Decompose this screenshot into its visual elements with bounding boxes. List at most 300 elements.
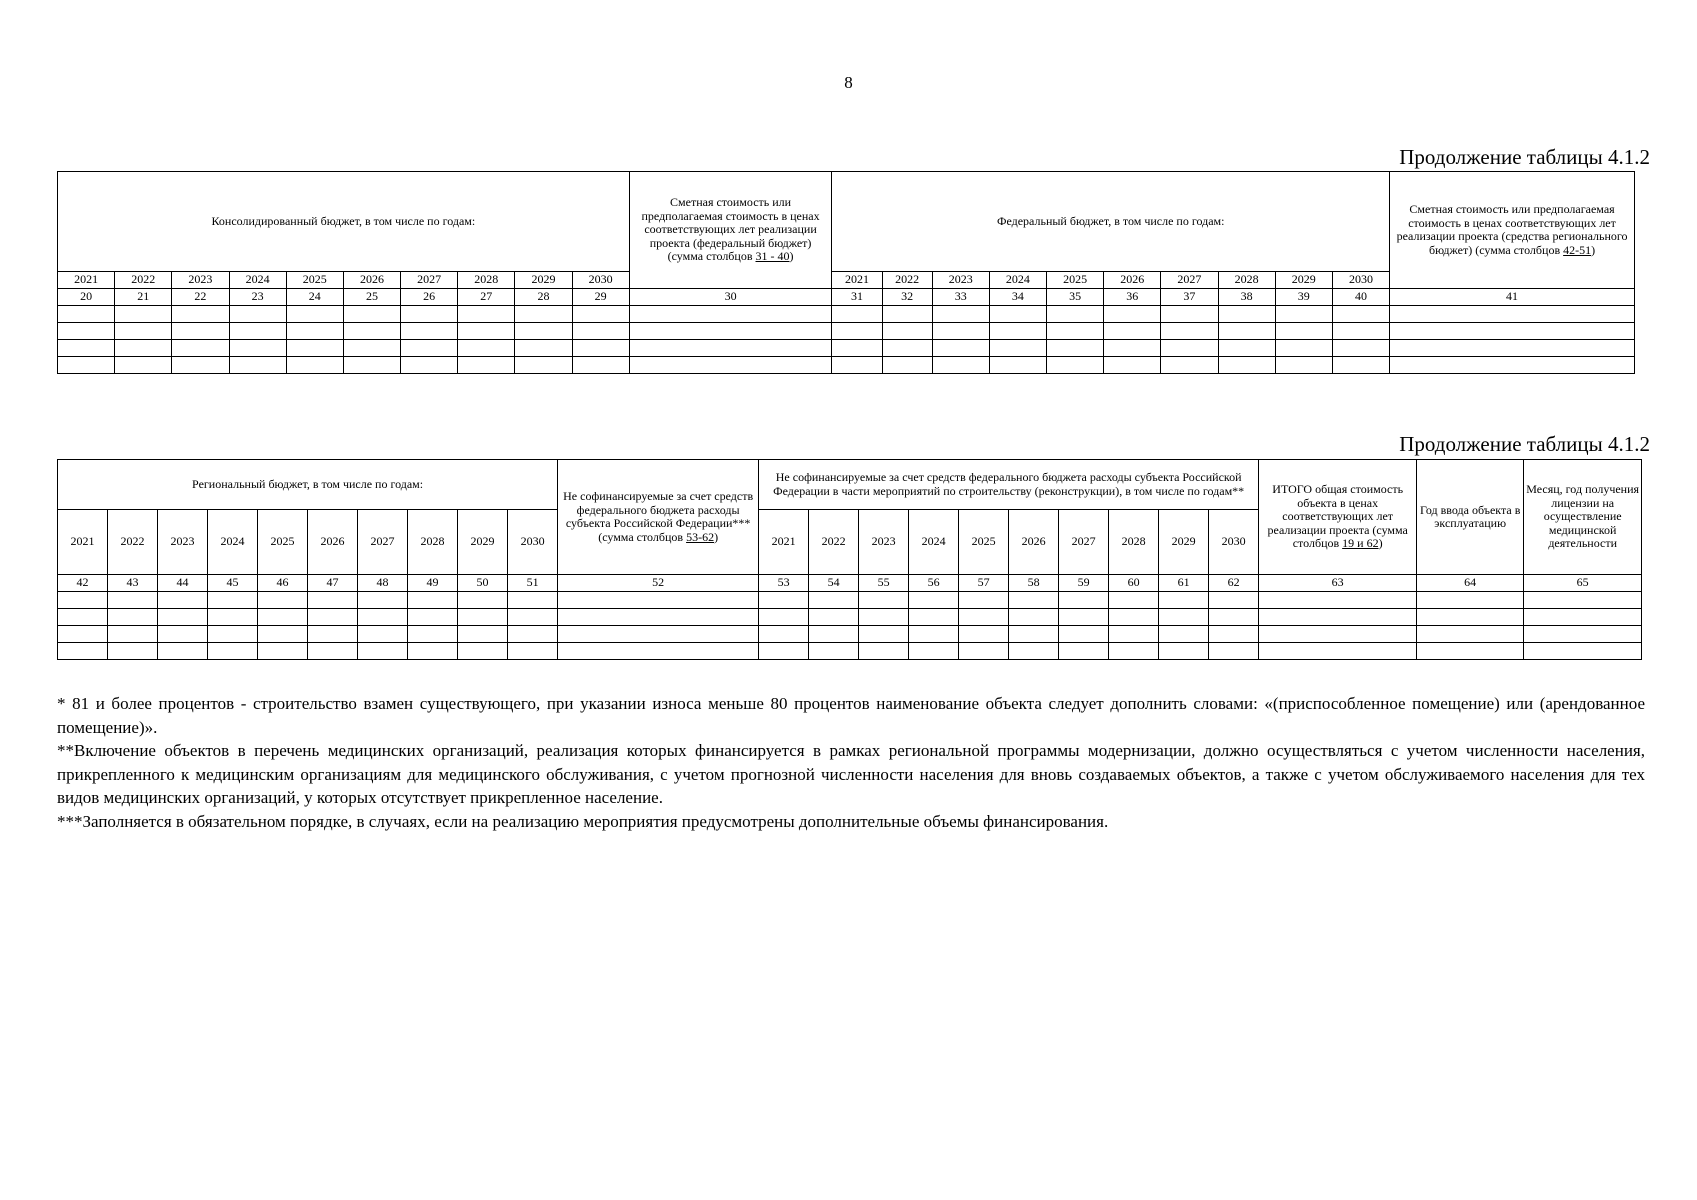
table-cell [1259,592,1417,609]
column-number: 58 [1009,575,1059,592]
year-cell: 2021 [759,510,809,575]
table-cell [1209,609,1259,626]
table-cell [286,323,343,340]
table-cell [158,609,208,626]
column-number: 27 [458,289,515,306]
table-cell [1109,643,1159,660]
table-cell [1417,609,1524,626]
column-number: 46 [258,575,308,592]
table-cell [1209,626,1259,643]
table-cell [258,643,308,660]
column-number: 43 [108,575,158,592]
year-cell: 2024 [909,510,959,575]
table-cell [1275,357,1332,374]
year-cell: 2027 [401,272,458,289]
table-cell [1524,626,1642,643]
table-cell [909,626,959,643]
table-row [58,306,1635,323]
table-cell [229,323,286,340]
table-cell [508,643,558,660]
year-cell: 2027 [1161,272,1218,289]
column-number: 45 [208,575,258,592]
table-cell [1159,609,1209,626]
table-cell [882,306,932,323]
table-cell [572,357,629,374]
table-cell [932,323,989,340]
table-cell [158,626,208,643]
year-cell: 2030 [572,272,629,289]
column-number: 50 [458,575,508,592]
table-cell [859,592,909,609]
year-cell: 2029 [1159,510,1209,575]
year-cell: 2022 [809,510,859,575]
column-number: 34 [989,289,1046,306]
year-cell: 2023 [932,272,989,289]
table-cell [1332,306,1389,323]
column-number: 64 [1417,575,1524,592]
table-row [58,643,1642,660]
table-cell [1047,323,1104,340]
table-cell [408,626,458,643]
year-cell: 2029 [515,272,572,289]
table-cell [308,592,358,609]
table-cell [508,592,558,609]
table-cell [358,626,408,643]
page-number: 8 [844,73,853,92]
table-cell [58,357,115,374]
table-cell [408,643,458,660]
column-number: 28 [515,289,572,306]
table-cell [158,592,208,609]
table-cell [58,340,115,357]
table-cell [1009,592,1059,609]
table-cell [859,626,909,643]
year-cell: 2030 [1332,272,1389,289]
table-cell [258,626,308,643]
table-cell [1218,306,1275,323]
column-number: 49 [408,575,458,592]
table-cell [1161,357,1218,374]
table-cell [358,592,408,609]
table-cell [1218,323,1275,340]
table-cell [458,626,508,643]
table-cell [809,609,859,626]
year-cell: 2029 [458,510,508,575]
table-cell [1275,323,1332,340]
smeta-federal-header: Сметная стоимость или предполагаемая стоимость в ценах соответствующих лет реализации проекта (федеральный бюджет) (сумма столбцов 31 - 40) [629,172,832,289]
column-number: 63 [1259,575,1417,592]
table-cell [58,306,115,323]
table-row [58,626,1642,643]
table-cell [115,357,172,374]
column-number: 20 [58,289,115,306]
table-cell [172,340,229,357]
footnotes [57,692,1645,833]
table-cell [158,643,208,660]
column-number: 30 [629,289,832,306]
table-row [58,609,1642,626]
year-cell: 2028 [408,510,458,575]
table-cell [58,626,108,643]
table-cell [989,323,1046,340]
year-cell: 2030 [508,510,558,575]
table-cell [286,340,343,357]
table-cell [1417,592,1524,609]
column-number-row [58,289,1635,306]
not-cofinanced-construction-header: Не софинансируемые за счет средств федерального бюджета расходы субъекта Российской Федерации в части мероприятий по строительству (реконструкции), в том числе по годам** [759,460,1259,510]
table-cell [859,609,909,626]
table-cell [629,323,832,340]
table-cell [1332,340,1389,357]
table-cell [343,340,400,357]
year-cell: 2029 [1275,272,1332,289]
table-cell [258,592,308,609]
table-cell [558,592,759,609]
table-cell [208,609,258,626]
column-number: 41 [1390,289,1635,306]
table-cell [1047,357,1104,374]
table-cell [1209,592,1259,609]
table-cell [572,340,629,357]
table-cell [832,357,882,374]
table-cell [308,626,358,643]
year-cell: 2027 [1059,510,1109,575]
table-cell [408,609,458,626]
table-cell [909,592,959,609]
column-number: 44 [158,575,208,592]
table-cell [108,609,158,626]
table-cell [859,643,909,660]
consolidated-budget-header: Консолидированный бюджет, в том числе по годам: [58,172,630,272]
table-cell [1047,306,1104,323]
table-cell [1159,626,1209,643]
column-number: 29 [572,289,629,306]
table-cell [115,340,172,357]
year-cell: 2025 [1047,272,1104,289]
column-number: 24 [286,289,343,306]
table-cell [932,306,989,323]
footnote: ***Заполняется в обязательном порядке, в случаях, если на реализацию мероприятия предусмотрены дополнительные объемы финансирования. [57,811,1109,831]
column-number: 60 [1109,575,1159,592]
table-cell [358,609,408,626]
footnote: * 81 и более процентов - строительство взамен существующего, при указании износа меньше 80 процентов наименование объекта следует дополнить словами: «(приспособленное помещение) или (арендованное помещение)». [57,694,1645,737]
year-cell: 2022 [882,272,932,289]
column-number: 39 [1275,289,1332,306]
not-cofinanced-header: Не софинансируемые за счет средств федерального бюджета расходы субъекта Российской Федерации*** (сумма столбцов 53-62) [558,460,759,575]
footnote: **Включение объектов в перечень медицинских организаций, реализация которых финансируется в рамках региональной программы модернизации, должно осуществляться с учетом численности населения, прикрепленного к медицинским организациям для медицинского обслуживания, с учетом прогнозной численности населения для вновь создаваемых объектов, а также с учетом обслуживаемого населения для тех видов медицинских организаций, у которых отсутствует прикрепленное население. [57,741,1645,807]
budget-table-part-1 [57,171,1635,374]
table-cell [515,306,572,323]
table-cell [959,626,1009,643]
table-cell [932,340,989,357]
column-number: 32 [882,289,932,306]
table-cell [1104,340,1161,357]
table-cell [1059,643,1109,660]
column-number: 21 [115,289,172,306]
column-number-row [58,575,1642,592]
table-cell [558,643,759,660]
table-cell [989,357,1046,374]
table-cell [1524,592,1642,609]
table-cell [515,323,572,340]
year-cell: 2030 [1209,510,1259,575]
table-cell [515,340,572,357]
column-number: 36 [1104,289,1161,306]
budget-table-part-2 [57,459,1642,660]
table-cell [458,643,508,660]
column-number: 65 [1524,575,1642,592]
table-cell [809,592,859,609]
table-cell [172,357,229,374]
table-cell [408,592,458,609]
column-number: 33 [932,289,989,306]
table-cell [759,592,809,609]
table-cell [1059,592,1109,609]
column-number: 52 [558,575,759,592]
table-cell [358,643,408,660]
table-cell [989,306,1046,323]
year-cell: 2027 [358,510,408,575]
table-cell [759,609,809,626]
table-cell [115,306,172,323]
table-cell [229,357,286,374]
table-cell [572,306,629,323]
table-cell [558,609,759,626]
table-cell [401,340,458,357]
table-cell [1524,643,1642,660]
table-cell [458,323,515,340]
column-number: 51 [508,575,558,592]
column-number: 61 [1159,575,1209,592]
year-cell: 2026 [1009,510,1059,575]
table-cell [58,609,108,626]
table-cell [1161,306,1218,323]
table-cell [909,643,959,660]
table-cell [629,357,832,374]
table-cell [558,626,759,643]
year-cell: 2022 [115,272,172,289]
year-cell: 2024 [989,272,1046,289]
table-cell [1332,323,1389,340]
table-caption: Продолжение таблицы 4.1.2 [1399,145,1650,169]
commission-year-header: Год ввода объекта в эксплуатацию [1417,460,1524,575]
year-cell: 2023 [859,510,909,575]
table-cell [108,626,158,643]
column-number: 25 [343,289,400,306]
table-cell [58,643,108,660]
table-cell [572,323,629,340]
year-cell: 2025 [286,272,343,289]
table-cell [1332,357,1389,374]
year-cell: 2026 [308,510,358,575]
table-cell [959,592,1009,609]
table-row [58,592,1642,609]
table-cell [1259,643,1417,660]
table-cell [1218,340,1275,357]
regional-budget-header: Региональный бюджет, в том числе по годам: [58,460,558,510]
table-cell [208,626,258,643]
table-cell [932,357,989,374]
table-cell [1209,643,1259,660]
table-cell [458,340,515,357]
table-cell [1104,306,1161,323]
year-cell: 2025 [959,510,1009,575]
year-cell: 2021 [832,272,882,289]
table-cell [401,323,458,340]
table-cell [229,306,286,323]
table-cell [508,626,558,643]
table-cell [1417,643,1524,660]
column-number: 48 [358,575,408,592]
table-caption: Продолжение таблицы 4.1.2 [1399,432,1650,456]
table-cell [343,323,400,340]
column-number: 53 [759,575,809,592]
table-cell [1104,357,1161,374]
table-cell [959,643,1009,660]
table-cell [1059,609,1109,626]
table-cell [1161,340,1218,357]
table-cell [343,306,400,323]
table-cell [1109,626,1159,643]
table-cell [832,323,882,340]
table-cell [401,357,458,374]
table-cell [629,306,832,323]
year-cell: 2023 [158,510,208,575]
license-header: Месяц, год получения лицензии на осуществление медицинской деятельности [1524,460,1642,575]
year-cell: 2028 [458,272,515,289]
table-cell [458,357,515,374]
table-cell [1390,323,1635,340]
table-cell [882,340,932,357]
year-cell: 2021 [58,510,108,575]
table-cell [458,592,508,609]
smeta-regional-header: Сметная стоимость или предполагаемая стоимость в ценах соответствующих лет реализации проекта (средства регионального бюджет) (сумма столбцов 42-51) [1390,172,1635,289]
table-cell [1109,609,1159,626]
table-cell [1104,323,1161,340]
column-number: 31 [832,289,882,306]
table-cell [108,643,158,660]
table-cell [308,609,358,626]
table-cell [1390,357,1635,374]
table-cell [458,609,508,626]
empty-rows [58,592,1642,660]
table-cell [115,323,172,340]
year-cell: 2026 [1104,272,1161,289]
table-cell [809,626,859,643]
table-cell [172,323,229,340]
table-cell [759,626,809,643]
table-cell [1259,609,1417,626]
table-cell [1159,592,1209,609]
table-cell [882,357,932,374]
year-cell: 2026 [343,272,400,289]
table-cell [882,323,932,340]
table-cell [286,357,343,374]
table-cell [1009,643,1059,660]
column-number: 54 [809,575,859,592]
table-cell [809,643,859,660]
table-cell [108,592,158,609]
table-cell [1009,609,1059,626]
table-cell [1275,306,1332,323]
column-number: 55 [859,575,909,592]
year-cell: 2022 [108,510,158,575]
table-cell [1390,306,1635,323]
column-number: 23 [229,289,286,306]
column-number: 22 [172,289,229,306]
year-cell: 2024 [208,510,258,575]
column-number: 35 [1047,289,1104,306]
empty-rows [58,306,1635,374]
column-number: 57 [959,575,1009,592]
table-cell [58,592,108,609]
table-cell [759,643,809,660]
table-cell [58,323,115,340]
column-number: 59 [1059,575,1109,592]
table-cell [208,592,258,609]
table-cell [308,643,358,660]
table-cell [1275,340,1332,357]
table-row [58,357,1635,374]
column-number: 40 [1332,289,1389,306]
table-cell [172,306,229,323]
table-cell [909,609,959,626]
table-cell [1059,626,1109,643]
table-row [58,323,1635,340]
table-cell [458,306,515,323]
table-cell [515,357,572,374]
total-cost-header: ИТОГО общая стоимость объекта в ценах соответствующих лет реализации проекта (сумма столбцов 19 и 62) [1259,460,1417,575]
year-cell: 2023 [172,272,229,289]
column-number: 62 [1209,575,1259,592]
table-cell [1524,609,1642,626]
table-cell [1109,592,1159,609]
column-number: 56 [909,575,959,592]
table-cell [1259,626,1417,643]
year-cell: 2024 [229,272,286,289]
table-cell [1417,626,1524,643]
table-cell [258,609,308,626]
table-cell [1009,626,1059,643]
table-cell [286,306,343,323]
table-cell [1161,323,1218,340]
column-number: 26 [401,289,458,306]
table-cell [1390,340,1635,357]
column-number: 38 [1218,289,1275,306]
column-number: 37 [1161,289,1218,306]
year-cell: 2028 [1109,510,1159,575]
year-cell: 2028 [1218,272,1275,289]
table-cell [343,357,400,374]
federal-budget-header: Федеральный бюджет, в том числе по годам: [832,172,1390,272]
table-cell [229,340,286,357]
table-cell [1159,643,1209,660]
table-cell [959,609,1009,626]
year-cell: 2025 [258,510,308,575]
table-cell [1047,340,1104,357]
table-cell [508,609,558,626]
table-cell [832,340,882,357]
column-number: 47 [308,575,358,592]
year-cell: 2021 [58,272,115,289]
column-number: 42 [58,575,108,592]
table-cell [1218,357,1275,374]
table-cell [989,340,1046,357]
table-cell [629,340,832,357]
table-row [58,340,1635,357]
table-cell [401,306,458,323]
table-cell [832,306,882,323]
